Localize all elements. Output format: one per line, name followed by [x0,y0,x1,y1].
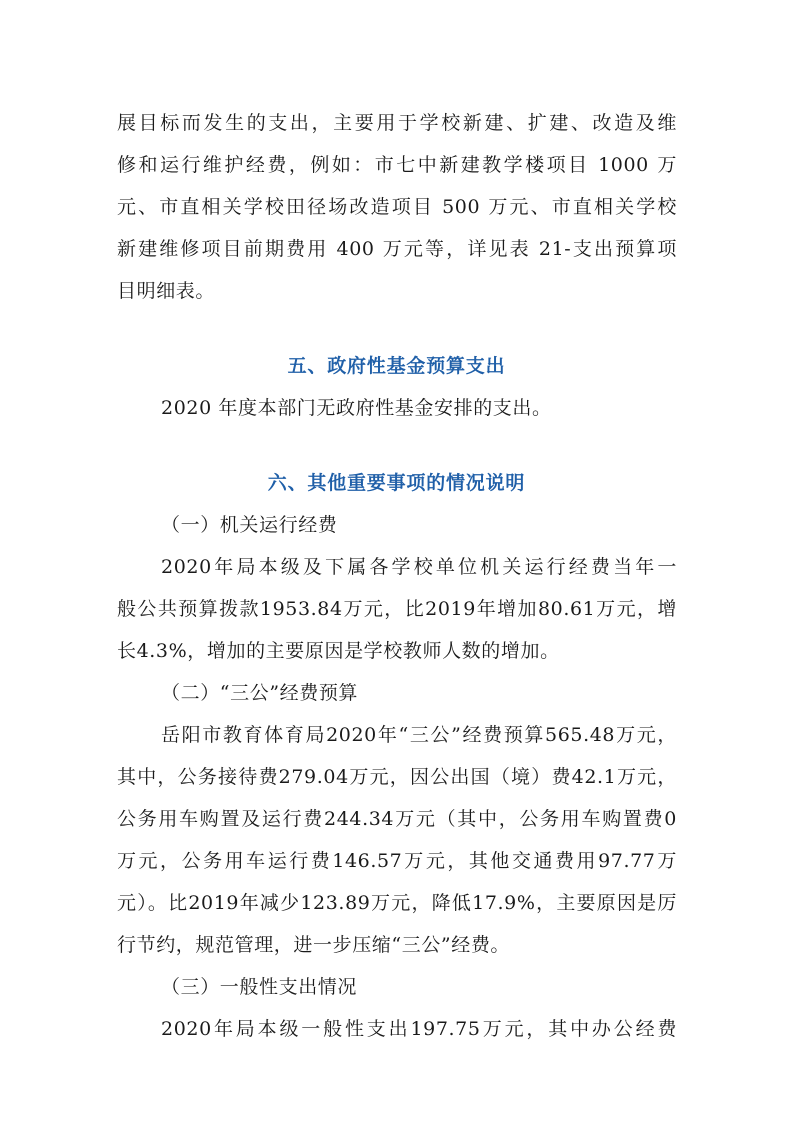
text-line: 其中，公务接待费279.04万元，因公出国（境）费42.1万元， [117,766,677,788]
text-line: 行节约，规范管理，进一步压缩“三公”经费。 [117,934,511,956]
text-line: 2020 年度本部门无政府性基金安排的支出。 [161,397,552,419]
text-line: 岳阳市教育体育局2020年“三公”经费预算565.48万元， [161,724,677,746]
text-line: 般公共预算拨款1953.84万元，比2019年增加80.61万元，增 [117,598,677,620]
text-line: 2020年局本级一般性支出197.75万元，其中办公经费 [161,1018,677,1040]
text-line: 元）。比2019年减少123.89万元，降低17.9%，主要原因是厉 [117,892,677,914]
section-heading-5: 五、政府性基金预算支出 [287,355,506,377]
text-line: 新建维修项目前期费用 400 万元等，详见表 21-支出预算项 [117,238,677,260]
text-line: 展目标而发生的支出，主要用于学校新建、扩建、改造及维 [117,112,677,134]
text-line: 修和运行维护经费，例如：市七中新建教学楼项目 1000 万 [117,154,677,176]
text-line: 元、市直相关学校田径场改造项目 500 万元、市直相关学校 [117,196,677,218]
text-line: 万元，公务用车运行费146.57万元，其他交通费用97.77万 [117,850,677,872]
subsection-heading: （三）一般性支出情况 [161,976,358,998]
text-line: 公务用车购置及运行费244.34万元（其中，公务用车购置费0 [117,808,677,830]
text-line: 2020年局本级及下属各学校单位机关运行经费当年一 [161,556,677,578]
text-line: 目明细表。 [117,280,216,302]
text-line: 长4.3%，增加的主要原因是学校教师人数的增加。 [117,640,560,662]
subsection-heading: （一）机关运行经费 [161,514,338,536]
subsection-heading: （二）“三公”经费预算 [161,682,359,704]
section-heading-6: 六、其他重要事项的情况说明 [267,472,526,494]
